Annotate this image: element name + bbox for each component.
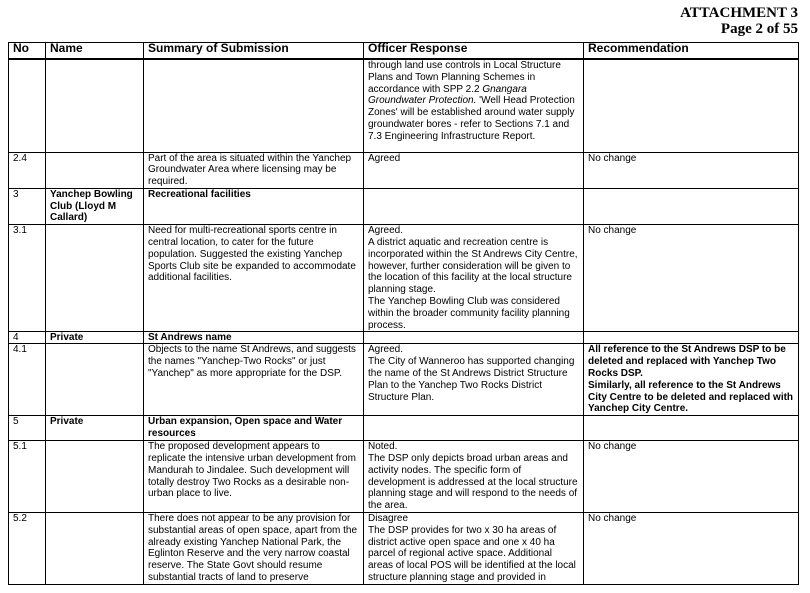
cell-no: [9, 59, 46, 152]
cell-recommendation: No change: [584, 152, 799, 188]
table-row: [9, 152, 799, 188]
column-header-response: Officer Response: [364, 43, 584, 60]
table-row: [9, 188, 799, 224]
cell-recommendation: [584, 332, 799, 344]
cell-name: Yanchep Bowling Club (Lloyd M Callard): [46, 188, 144, 224]
cell-summary: There does not appear to be any provision for substantial areas of open space, apart from the already existing Yanchep National Park, the Eglinton Reserve and the very narrow coastal reserve. The State Govt should resume substantial tracts of land to preserve: [144, 513, 364, 585]
column-header-name: Name: [46, 43, 144, 60]
table-row: [9, 59, 799, 152]
cell-no: 5.1: [9, 441, 46, 513]
page-number: Page 2 of 55: [720, 21, 798, 37]
table-row: [9, 441, 799, 513]
cell-recommendation: No change: [584, 513, 799, 585]
cell-recommendation: No change: [584, 225, 799, 332]
cell-topic: Recreational facilities: [144, 188, 364, 224]
cell-no: 5: [9, 416, 46, 441]
cell-no: [9, 332, 46, 344]
cell-response: [364, 416, 584, 441]
submissions-table: [8, 42, 799, 585]
cell-response: [364, 441, 584, 513]
cell-topic: Urban expansion, Open space and Water resources: [144, 416, 364, 441]
cell-name: [46, 332, 144, 344]
table-row: [9, 344, 799, 416]
response-paragraph: The DSP only depicts broad urban areas and activity nodes. The specific form of development is addressed at the local structure planning stage and will respond to the needs of the area.: [368, 453, 578, 512]
cell-summary: Objects to the name St Andrews, and suggests the names "Yanchep-Two Rocks" or just "Yanchep" as more appropriate for the DSP.: [144, 344, 364, 416]
cell-recommendation: [584, 416, 799, 441]
table-row: [9, 513, 799, 585]
response-paragraph: The DSP provides for two x 30 ha areas of district active open space and one x 40 ha parcel of regional active space. Additional areas of local POS will be identified at the local structure planning stage and provided in: [368, 524, 576, 583]
cell-name: [46, 59, 144, 152]
cell-name: [46, 441, 144, 513]
cell-no: 2.4: [9, 152, 46, 188]
cell-response: [364, 344, 584, 416]
cell-response: [364, 513, 584, 585]
cell-name: [46, 513, 144, 585]
table-row: [9, 225, 799, 332]
table-header-row: [9, 43, 799, 60]
response-text-continued: 'Well Head Protection Zones' will be established around water supply groundwater bores - refer to Sections 7.1 and 7.3 Engineering Infrastructure Report.: [368, 95, 575, 142]
cell-no: 5.2: [9, 513, 46, 585]
response-text: through land use controls in Local Structure Plans and Town Planning Schemes in accordance with SPP 2.2: [368, 60, 561, 95]
cell-response: [364, 332, 584, 344]
cell-name: [46, 344, 144, 416]
topic-text: St Andrews name: [148, 332, 232, 344]
response-paragraph: The Yanchep Bowling Club was considered within the broader community facility planning process.: [368, 296, 570, 331]
cell-recommendation: [584, 344, 799, 416]
page-header: [680, 5, 798, 37]
cell-no: 3.1: [9, 225, 46, 332]
recommendation-paragraph: All reference to the St Andrews DSP to be deleted and replaced with Yanchep Two Rocks DSP.: [588, 344, 786, 380]
cell-no: 3: [9, 188, 46, 224]
cell-name: [46, 225, 144, 332]
cell-name: [46, 152, 144, 188]
cell-recommendation: [584, 188, 799, 224]
attachment-label: ATTACHMENT 3: [680, 5, 798, 21]
column-header-recommendation: Recommendation: [584, 43, 799, 60]
column-header-no: No: [9, 43, 46, 60]
cell-summary: Need for multi-recreational sports centre in central location, to cater for the future population. Suggested the existing Yanchep Sports Club site be expanded to accommodate additional facilities.: [144, 225, 364, 332]
cell-recommendation: [584, 59, 799, 152]
cell-response: [364, 59, 584, 152]
cell-no: 4.1: [9, 344, 46, 416]
cell-summary: [144, 59, 364, 152]
cell-response: [364, 225, 584, 332]
cell-recommendation: No change: [584, 441, 799, 513]
cell-response: [364, 188, 584, 224]
response-italic-text: Gnangara Groundwater Protection.: [368, 83, 527, 107]
cell-summary: Part of the area is situated within the Yanchep Groundwater Area where licensing may be required.: [144, 152, 364, 188]
cell-response: Agreed: [364, 152, 584, 188]
cell-summary: The proposed development appears to replicate the intensive urban development from Mandurah to Jindalee. Such development will totally destroy Two Rocks as a desirable non-urban place to live.: [144, 441, 364, 513]
response-paragraph: Agreed.: [368, 344, 404, 356]
cell-topic: [144, 332, 364, 344]
cell-name: Private: [46, 416, 144, 441]
response-paragraph: Agreed.: [368, 225, 404, 237]
submitter-name: Private: [50, 332, 84, 344]
column-header-summary: Summary of Submission: [144, 43, 364, 60]
table-row: [9, 416, 799, 441]
response-paragraph: The City of Wanneroo has supported changing the name of the St Andrews District Structure Plan to the Yanchep Two Rocks District Structure Plan.: [368, 356, 575, 403]
recommendation-paragraph: Similarly, all reference to the St Andrews City Centre to be deleted and replaced with Yanchep City Centre.: [588, 379, 794, 415]
response-paragraph: A district aquatic and recreation centre is incorporated within the St Andrews City Centre, however, further consideration will be given to the location of this facility at the local structure planning stage.: [368, 237, 578, 296]
row-number: 4: [13, 332, 19, 344]
response-paragraph: Noted.: [368, 441, 398, 453]
table-row: [9, 332, 799, 344]
response-paragraph: Disagree: [368, 513, 409, 525]
